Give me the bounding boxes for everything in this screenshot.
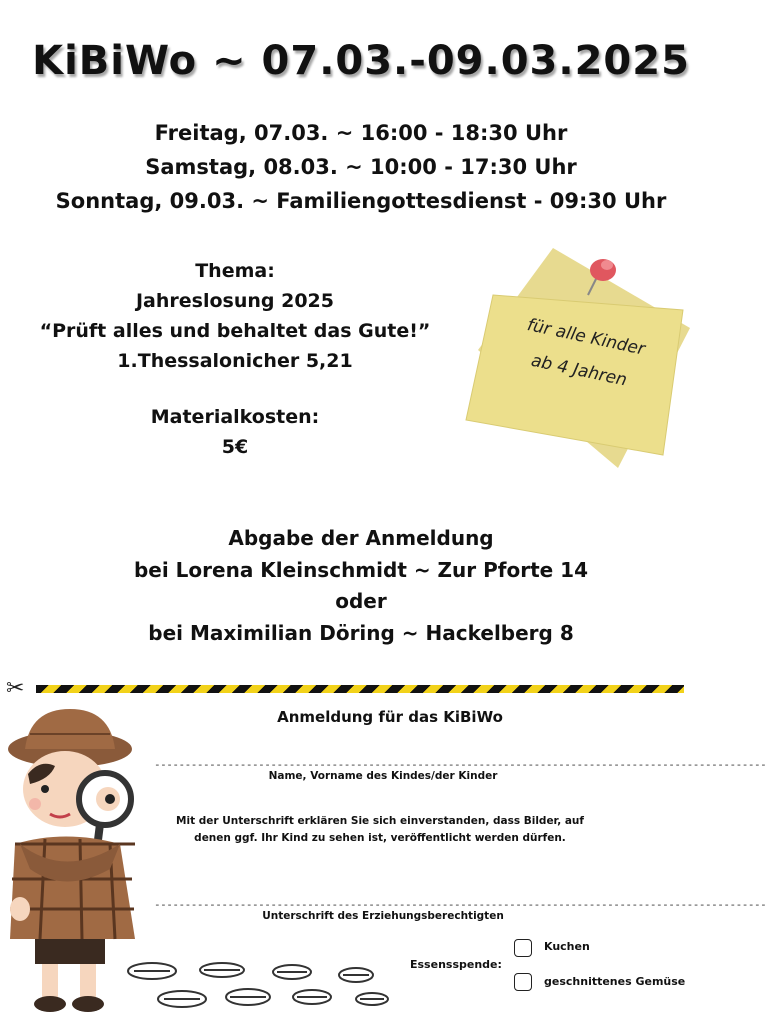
signature-caption: Unterschrift des Erziehungsberechtigten bbox=[262, 910, 504, 922]
theme-block bbox=[20, 256, 450, 462]
vegetables-option-label: geschnittenes Gemüse bbox=[544, 975, 686, 988]
sticky-note bbox=[458, 240, 698, 480]
name-line[interactable]: ---------------------------------------------------------------------------------------------------- bbox=[154, 758, 766, 771]
schedule-friday: Freitag, 07.03. ~ 16:00 - 18:30 Uhr bbox=[154, 121, 568, 145]
costs-label: Materialkosten: bbox=[150, 406, 320, 428]
scissors-icon: ✂ bbox=[6, 676, 25, 701]
vegetables-checkbox[interactable] bbox=[514, 973, 532, 991]
name-caption: Name, Vorname des Kindes/der Kinder bbox=[268, 770, 498, 782]
theme-reference: 1.Thessalonicher 5,21 bbox=[117, 350, 353, 372]
schedule-saturday: Samstag, 08.03. ~ 10:00 - 17:30 Uhr bbox=[145, 155, 577, 179]
note-line-1: für alle Kinder bbox=[525, 315, 647, 360]
costs-value: 5€ bbox=[221, 436, 249, 458]
consent-text: Mit der Unterschrift erklären Sie sich einverstanden, dass Bilder, auf denen ggf. Ihr Kind zu sehen ist, veröffentlicht werden dürfen. bbox=[176, 815, 584, 844]
dropoff-address-2: bei Maximilian Döring ~ Hackelberg 8 bbox=[148, 620, 574, 645]
theme-line: Jahreslosung 2025 bbox=[135, 290, 334, 312]
footprints-illustration bbox=[120, 955, 400, 1015]
dropoff-address-1: bei Lorena Kleinschmidt ~ Zur Pforte 14 bbox=[133, 557, 589, 582]
cake-option-label: Kuchen bbox=[544, 940, 590, 953]
schedule bbox=[0, 116, 722, 218]
schedule-sunday: Sonntag, 09.03. ~ Familiengottesdienst - 09:30 Uhr bbox=[55, 189, 667, 213]
dropoff-heading: Abgabe der Anmeldung bbox=[228, 526, 494, 550]
donation-label: Essensspende: bbox=[410, 958, 502, 971]
page-title: KiBiWo ~ 07.03.-09.03.2025 bbox=[32, 38, 690, 84]
note-line-2: ab 4 Jahren bbox=[529, 350, 629, 391]
theme-label: Thema: bbox=[195, 260, 275, 282]
form-title: Anmeldung für das KiBiWo bbox=[277, 708, 503, 726]
signature-line[interactable]: ---------------------------------------------------------------------------------------------------- bbox=[154, 898, 766, 911]
theme-quote: “Prüft alles und behaltet das Gute!” bbox=[39, 320, 431, 342]
dropoff-or: oder bbox=[335, 589, 387, 613]
cake-checkbox[interactable] bbox=[514, 939, 532, 957]
dropoff-block bbox=[0, 523, 722, 649]
cut-line bbox=[36, 685, 684, 693]
